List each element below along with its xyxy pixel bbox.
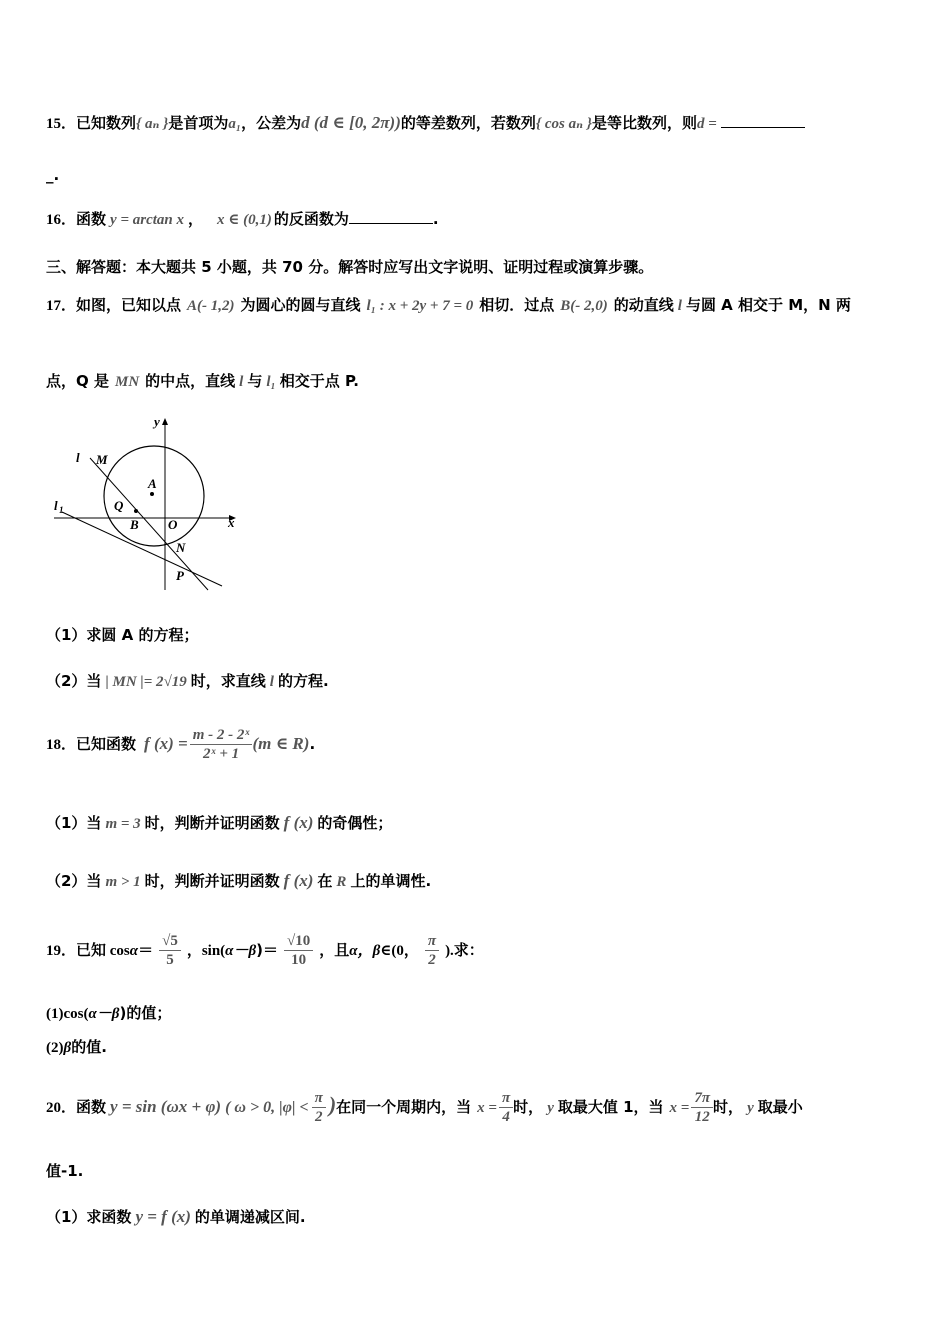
q17-text: 相交于点 P. — [279, 372, 359, 390]
q18-text: （1）当 — [46, 814, 102, 832]
q19-frac3-num: π — [425, 932, 439, 951]
q17-math-l: l — [677, 298, 682, 314]
q17-math-pointB: B(- 2,0) — [560, 298, 608, 314]
q15-math-d: d (d ∈ [0, 2π)) — [301, 113, 401, 132]
q18-math-m3: m = 3 — [105, 816, 141, 832]
q19-line — [46, 926, 484, 975]
q20-text: （1）求函数 — [46, 1208, 132, 1226]
q20-frac3-den: 12 — [694, 1109, 710, 1125]
q17-part2 — [46, 670, 329, 693]
q20-math-sin: y = sin (ωx + φ) — [110, 1097, 222, 1116]
q17-text: 如图，已知以点 — [76, 296, 182, 314]
q19-beta: β — [63, 1040, 72, 1056]
q18-math-f: f (x) = — [144, 734, 188, 753]
figure-label-O: O — [168, 517, 178, 532]
q17-text: 点，Q 是 — [46, 372, 109, 390]
q15-number: 15． — [46, 116, 77, 132]
q15-line1 — [46, 112, 805, 135]
q18-text: 上的单调性. — [350, 872, 432, 890]
q15-math-cos: { cos aₙ } — [535, 116, 592, 132]
q17-math-l: l — [239, 374, 244, 390]
q18-part1 — [46, 812, 392, 835]
q19-fraction-sin — [284, 932, 313, 969]
figure-label-Q: Q — [114, 498, 124, 513]
figure-label-N: N — [176, 540, 186, 555]
q18-line — [46, 722, 315, 767]
q19-frac2-num: √10 — [284, 932, 313, 951]
figure-y-arrow — [162, 418, 168, 425]
q15-text: 是首项为 — [168, 114, 229, 132]
q19-alpha: α — [129, 943, 139, 959]
q15-line2 — [46, 164, 59, 186]
q16-answer-blank[interactable] — [349, 211, 433, 224]
q19-text: ∈(0， — [380, 943, 419, 959]
q20-line2: 值-1. — [46, 1162, 84, 1180]
q15-math-a1: a₁ — [228, 116, 242, 132]
figure-label-A: A — [148, 476, 157, 491]
figure-label-B: B — [130, 517, 139, 532]
q17-part1: （1）求圆 A 的方程； — [46, 626, 199, 644]
q17-line1 — [46, 294, 851, 317]
q20-text: 取最大值 1，当 — [557, 1098, 664, 1116]
q16-line — [46, 208, 439, 231]
q18-numerator: m - 2 - 2ˣ — [190, 726, 253, 745]
q20-text: 时， — [513, 1098, 544, 1116]
figure-label-l1-sub: 1 — [59, 505, 64, 515]
q19-text: 已知 cos — [76, 943, 130, 959]
q17-text: 的方程. — [277, 672, 329, 690]
q16-math-domain: x ∈ (0,1) — [217, 212, 272, 228]
q20-text: 的单调递减区间. — [194, 1208, 306, 1226]
q15-text: 已知数列 — [76, 114, 137, 132]
q20-fraction-pi4 — [499, 1089, 513, 1126]
q16-text: ， — [188, 210, 204, 228]
q20-text: 时， — [713, 1098, 744, 1116]
q17-figure — [50, 414, 250, 596]
q18-text: 的奇偶性； — [317, 814, 393, 832]
q17-math-pointA: A(- 1,2) — [187, 298, 235, 314]
q20-part1 — [46, 1206, 306, 1228]
q19-text: )＝ — [256, 941, 279, 959]
q19-alpha-minus-beta: α－β — [88, 1006, 120, 1022]
q18-fraction — [190, 726, 253, 763]
q19-text: (1)cos( — [46, 1006, 89, 1022]
q19-frac3-den: 2 — [428, 952, 436, 968]
q16-number: 16． — [46, 212, 77, 228]
q18-math-fx: f (x) — [283, 871, 314, 890]
q20-frac1-num: π — [312, 1089, 326, 1108]
q20-line1 — [46, 1080, 803, 1133]
figure-label-l1: l — [54, 498, 58, 513]
q15-text: 是等比数列，则 — [591, 114, 697, 132]
q20-fraction-7pi12 — [691, 1089, 713, 1126]
q18-math-domain: (m ∈ R) — [252, 734, 310, 753]
q18-math-R: R — [336, 874, 347, 890]
q19-text: ，且 — [319, 941, 350, 959]
q15-tail: _. — [46, 166, 60, 184]
q19-fraction-cos — [159, 932, 181, 969]
q20-math-cond: ( ω > 0, |φ| < — [225, 1099, 309, 1116]
q15-math-seq: { aₙ } — [136, 116, 169, 132]
q16-math-arctan: y = arctan x — [110, 212, 184, 228]
q19-text: (2) — [46, 1040, 64, 1056]
q17-text: 时，求直线 — [190, 672, 266, 690]
q20-fraction-pi2 — [312, 1089, 326, 1126]
q17-text: 与圆 A 相交于 M，N 两 — [685, 296, 851, 314]
figure-label-l: l — [76, 450, 80, 465]
q20-frac2-den: 4 — [502, 1109, 510, 1125]
q16-text: 的反函数为 — [273, 210, 349, 228]
q18-part2 — [46, 870, 431, 893]
q16-tail: . — [432, 210, 439, 228]
q20-text: 在同一个周期内，当 — [336, 1098, 472, 1116]
figure-label-M: M — [96, 452, 108, 467]
q19-frac2-den: 10 — [291, 952, 307, 968]
q16-text: 函数 — [76, 210, 107, 228]
figure-label-y: y — [154, 414, 160, 429]
q17-math-l1: l₁ — [266, 374, 276, 390]
q17-text: 的动直线 — [613, 296, 674, 314]
q18-tail: . — [309, 735, 316, 753]
q19-frac1-num: √5 — [159, 932, 181, 951]
q19-text: ＝ — [138, 941, 154, 959]
q20-frac2-num: π — [499, 1089, 513, 1108]
q18-number: 18． — [46, 737, 77, 753]
q20-text: 取最小 — [757, 1098, 803, 1116]
figure-line-l1 — [62, 512, 222, 586]
q17-math-MN: MN — [114, 374, 140, 390]
q17-line2 — [46, 370, 359, 393]
q19-part1 — [46, 1002, 171, 1025]
q19-text: ).求： — [445, 943, 484, 959]
q20-frac1-den: 2 — [314, 1109, 323, 1125]
q19-text: )的值； — [119, 1004, 172, 1022]
q18-math-fx: f (x) — [283, 813, 314, 832]
q18-math-m-gt1: m > 1 — [105, 874, 141, 890]
q20-text: 函数 — [76, 1098, 107, 1116]
q18-text: 时，判断并证明函数 — [144, 872, 280, 890]
q19-number: 19． — [46, 943, 77, 959]
figure-label-x: x — [228, 515, 235, 530]
q20-math-x: x = — [669, 1100, 690, 1116]
q17-text: 相切．过点 — [479, 296, 555, 314]
q20-math-y: y — [747, 1100, 754, 1116]
q19-text: ，sin( — [186, 943, 226, 959]
q18-denominator: 2ˣ + 1 — [203, 746, 240, 762]
q20-math-x: x = — [477, 1100, 497, 1116]
q20-math-y: y — [547, 1100, 554, 1116]
q19-text: 的值. — [71, 1038, 107, 1056]
q19-part2 — [46, 1036, 107, 1059]
q18-text: 已知函数 — [76, 735, 137, 753]
figure-point-A — [150, 492, 154, 496]
q17-math-l: l — [269, 674, 274, 690]
q15-answer-blank[interactable] — [721, 115, 805, 128]
q18-text: 在 — [317, 872, 333, 890]
figure-point-B — [134, 509, 138, 513]
q17-number: 17． — [46, 298, 77, 314]
q19-fraction-pi — [425, 932, 439, 969]
q19-alpha-minus-beta: α－β — [225, 943, 257, 959]
section-3-heading: 三、解答题：本大题共 5 小题，共 70 分。解答时应写出文字说明、证明过程或演算步骤。 — [46, 258, 654, 276]
q15-text: 的等差数列，若数列 — [400, 114, 536, 132]
figure-circle-A — [104, 446, 204, 546]
q20-number: 20． — [46, 1100, 77, 1116]
q20-frac3-num: 7π — [691, 1089, 713, 1108]
figure-label-P: P — [176, 568, 184, 583]
q15-math-deq: d = — [696, 116, 717, 132]
q17-math-MN-length: | MN |= 2√19 — [105, 674, 187, 690]
q15-text: ，公差为 — [241, 114, 302, 132]
q17-text: 为圆心的圆与直线 — [240, 296, 361, 314]
q19-frac1-den: 5 — [166, 952, 174, 968]
q17-math-line-l1: l₁ : x + 2y + 7 = 0 — [366, 298, 474, 314]
q17-text: 的中点，直线 — [145, 372, 236, 390]
q20-math-paren: ) — [328, 1092, 337, 1117]
q17-text: （2）当 — [46, 672, 102, 690]
q17-text: 与 — [247, 372, 263, 390]
q18-text: 时，判断并证明函数 — [144, 814, 280, 832]
q20-math-yfx: y = f (x) — [135, 1207, 191, 1226]
q19-alpha-beta: α，β — [349, 943, 381, 959]
q18-text: （2）当 — [46, 872, 102, 890]
